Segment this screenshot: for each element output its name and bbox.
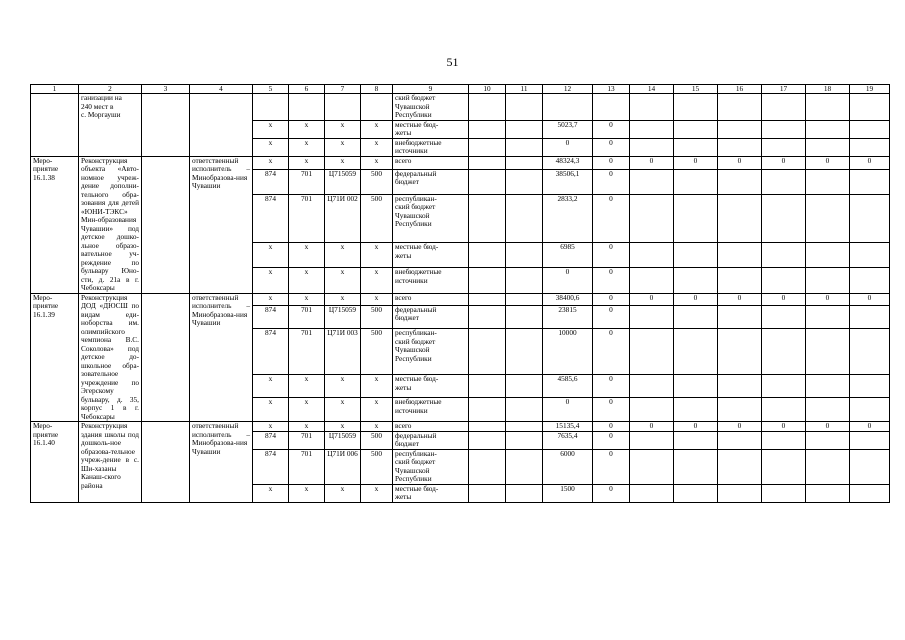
kbk-section: 701 xyxy=(289,431,325,449)
year-value-y18 xyxy=(806,169,850,194)
kbk-target-article: Ц715059 xyxy=(325,305,361,328)
funding-source: республикан- ский бюджет Чувашской Республики xyxy=(393,449,469,484)
year-value-y13: 0 xyxy=(593,156,630,169)
kbk-grbs: x xyxy=(253,120,289,138)
total-amount: 48324,3 xyxy=(543,156,593,169)
total-amount: 5023,7 xyxy=(543,120,593,138)
kbk-expense-group: 500 xyxy=(361,431,393,449)
year-value-y18 xyxy=(806,398,850,422)
table-row xyxy=(31,156,890,169)
year-value-y16 xyxy=(718,268,762,293)
year-value-y13: 0 xyxy=(593,243,630,268)
kbk-expense-group: x xyxy=(361,484,393,502)
empty-col-11 xyxy=(506,138,543,156)
table-row xyxy=(31,94,890,121)
year-value-y16 xyxy=(718,375,762,398)
year-value-y19 xyxy=(850,375,890,398)
empty-col-10 xyxy=(469,156,506,169)
empty-col-11 xyxy=(506,293,543,305)
empty-col-3 xyxy=(142,94,190,157)
funding-source: внебюджетные источники xyxy=(393,138,469,156)
executor xyxy=(190,94,253,157)
year-value-y17: 0 xyxy=(762,293,806,305)
total-amount: 7635,4 xyxy=(543,431,593,449)
total-amount: 38400,6 xyxy=(543,293,593,305)
column-header-6: 6 xyxy=(289,85,325,94)
empty-col-11 xyxy=(506,484,543,502)
year-value-y16: 0 xyxy=(718,293,762,305)
event-name: Реконструкция ДОД «ДЮСШ по видам еди-ноборства им. олимпийского чемпиона В.С. Соколова» под детское до-школьное обра-зовательное учреждение по Эгерскому бульвару, д. 35, корпус 1 в г. Чебоксары xyxy=(79,293,142,422)
kbk-grbs: x xyxy=(253,375,289,398)
kbk-expense-group: x xyxy=(361,138,393,156)
funding-source: федеральный бюджет xyxy=(393,169,469,194)
funding-source: местные бюд- жеты xyxy=(393,243,469,268)
empty-col-10 xyxy=(469,422,506,432)
kbk-section: x xyxy=(289,120,325,138)
year-value-y18 xyxy=(806,484,850,502)
year-value-y16 xyxy=(718,169,762,194)
kbk-grbs: 874 xyxy=(253,169,289,194)
column-header-17: 17 xyxy=(762,85,806,94)
year-value-y19 xyxy=(850,94,890,121)
year-value-y17: 0 xyxy=(762,156,806,169)
empty-col-3 xyxy=(142,156,190,293)
kbk-grbs: 874 xyxy=(253,194,289,243)
kbk-section: x xyxy=(289,398,325,422)
kbk-grbs: x xyxy=(253,243,289,268)
funding-source: всего xyxy=(393,422,469,432)
kbk-section: x xyxy=(289,375,325,398)
year-value-y14 xyxy=(630,138,674,156)
column-header-5: 5 xyxy=(253,85,289,94)
year-value-y13: 0 xyxy=(593,375,630,398)
kbk-target-article xyxy=(325,94,361,121)
event-label: Меро- приятие 16.1.39 xyxy=(31,293,79,422)
kbk-target-article: x xyxy=(325,484,361,502)
kbk-grbs: x xyxy=(253,138,289,156)
year-value-y19 xyxy=(850,169,890,194)
kbk-target-article: x xyxy=(325,293,361,305)
total-amount: 6985 xyxy=(543,243,593,268)
year-value-y13: 0 xyxy=(593,431,630,449)
year-value-y14 xyxy=(630,398,674,422)
kbk-grbs: 874 xyxy=(253,431,289,449)
year-value-y19 xyxy=(850,431,890,449)
kbk-expense-group: x xyxy=(361,293,393,305)
empty-col-11 xyxy=(506,169,543,194)
funding-source: всего xyxy=(393,293,469,305)
kbk-expense-group: 500 xyxy=(361,329,393,375)
kbk-grbs: x xyxy=(253,484,289,502)
year-value-y18 xyxy=(806,138,850,156)
column-header-3: 3 xyxy=(142,85,190,94)
year-value-y17 xyxy=(762,194,806,243)
kbk-section: x xyxy=(289,268,325,293)
funding-source: местные бюд- жеты xyxy=(393,120,469,138)
year-value-y17 xyxy=(762,375,806,398)
year-value-y14 xyxy=(630,169,674,194)
year-value-y16 xyxy=(718,94,762,121)
total-amount: 15135,4 xyxy=(543,422,593,432)
kbk-section: x xyxy=(289,293,325,305)
kbk-section: x xyxy=(289,243,325,268)
event-name: Реконструкция здания школы под дошколь-ное образова-тельное учреж-дение в с. Ши-хазаны Канаш-ского района xyxy=(79,422,142,503)
year-value-y15: 0 xyxy=(674,293,718,305)
total-amount: 0 xyxy=(543,268,593,293)
total-amount: 4585,6 xyxy=(543,375,593,398)
funding-source: федеральный бюджет xyxy=(393,431,469,449)
year-value-y18 xyxy=(806,94,850,121)
header-row xyxy=(31,85,890,94)
column-header-15: 15 xyxy=(674,85,718,94)
column-header-19: 19 xyxy=(850,85,890,94)
event-name: Реконструкция объекта «Авто-номное учреж-дение дополни-тельного обра-зования для детей «ЮНИ-ТЭКС» Мин-образования Чувашии» под детское дошко-льное образо-вательное уч-реждение по бульвару Юно-сти, д. 21а в г. Чебоксары xyxy=(79,156,142,293)
funding-source: республикан- ский бюджет Чувашской Республики xyxy=(393,329,469,375)
year-value-y16 xyxy=(718,398,762,422)
kbk-expense-group: x xyxy=(361,375,393,398)
kbk-expense-group xyxy=(361,94,393,121)
kbk-grbs: x xyxy=(253,398,289,422)
kbk-target-article: x xyxy=(325,138,361,156)
empty-col-10 xyxy=(469,243,506,268)
year-value-y15 xyxy=(674,484,718,502)
year-value-y13 xyxy=(593,94,630,121)
funding-source: местные бюд- жеты xyxy=(393,484,469,502)
empty-col-10 xyxy=(469,375,506,398)
year-value-y19 xyxy=(850,268,890,293)
kbk-target-article: x xyxy=(325,268,361,293)
kbk-target-article: x xyxy=(325,398,361,422)
empty-col-11 xyxy=(506,120,543,138)
empty-col-10 xyxy=(469,431,506,449)
column-header-18: 18 xyxy=(806,85,850,94)
year-value-y14 xyxy=(630,120,674,138)
year-value-y15 xyxy=(674,243,718,268)
year-value-y19 xyxy=(850,243,890,268)
year-value-y17 xyxy=(762,329,806,375)
column-header-9: 9 xyxy=(393,85,469,94)
year-value-y18 xyxy=(806,194,850,243)
year-value-y15 xyxy=(674,398,718,422)
total-amount: 10000 xyxy=(543,329,593,375)
kbk-grbs: x xyxy=(253,268,289,293)
kbk-target-article: x xyxy=(325,156,361,169)
kbk-expense-group: x xyxy=(361,268,393,293)
kbk-target-article: x xyxy=(325,375,361,398)
kbk-section xyxy=(289,94,325,121)
year-value-y15: 0 xyxy=(674,422,718,432)
kbk-target-article: Ц715059 xyxy=(325,169,361,194)
year-value-y16 xyxy=(718,329,762,375)
year-value-y15 xyxy=(674,120,718,138)
year-value-y13: 0 xyxy=(593,138,630,156)
event-label: Меро- приятие 16.1.38 xyxy=(31,156,79,293)
kbk-section: x xyxy=(289,156,325,169)
kbk-expense-group: x xyxy=(361,422,393,432)
total-amount: 23815 xyxy=(543,305,593,328)
year-value-y13: 0 xyxy=(593,422,630,432)
executor: ответственный исполнитель – Минобразова-ния Чувашии xyxy=(190,156,253,293)
year-value-y14 xyxy=(630,243,674,268)
year-value-y19 xyxy=(850,138,890,156)
year-value-y14: 0 xyxy=(630,156,674,169)
empty-col-11 xyxy=(506,329,543,375)
year-value-y19: 0 xyxy=(850,293,890,305)
year-value-y15 xyxy=(674,305,718,328)
column-header-14: 14 xyxy=(630,85,674,94)
empty-col-10 xyxy=(469,194,506,243)
event-label: Меро- приятие 16.1.40 xyxy=(31,422,79,503)
empty-col-11 xyxy=(506,305,543,328)
year-value-y17 xyxy=(762,305,806,328)
funding-source: республикан- ский бюджет Чувашской Республики xyxy=(393,194,469,243)
kbk-target-article: Ц71И 003 xyxy=(325,329,361,375)
year-value-y16 xyxy=(718,431,762,449)
kbk-section: 701 xyxy=(289,169,325,194)
year-value-y15: 0 xyxy=(674,156,718,169)
table-row xyxy=(31,293,890,305)
empty-col-11 xyxy=(506,243,543,268)
year-value-y16 xyxy=(718,449,762,484)
year-value-y18 xyxy=(806,375,850,398)
kbk-section: x xyxy=(289,138,325,156)
column-header-13: 13 xyxy=(593,85,630,94)
kbk-section: x xyxy=(289,422,325,432)
funding-source: всего xyxy=(393,156,469,169)
empty-col-11 xyxy=(506,398,543,422)
column-header-12: 12 xyxy=(543,85,593,94)
kbk-expense-group: x xyxy=(361,156,393,169)
empty-col-10 xyxy=(469,305,506,328)
empty-col-11 xyxy=(506,156,543,169)
year-value-y14 xyxy=(630,484,674,502)
event-name: ганизации на 240 мест в с. Моргауши xyxy=(79,94,142,157)
budget-table xyxy=(30,84,890,503)
year-value-y14 xyxy=(630,94,674,121)
year-value-y17 xyxy=(762,138,806,156)
year-value-y13: 0 xyxy=(593,169,630,194)
empty-col-10 xyxy=(469,449,506,484)
empty-col-10 xyxy=(469,398,506,422)
year-value-y18: 0 xyxy=(806,156,850,169)
empty-col-10 xyxy=(469,138,506,156)
year-value-y13: 0 xyxy=(593,120,630,138)
year-value-y19 xyxy=(850,120,890,138)
year-value-y17 xyxy=(762,120,806,138)
year-value-y13: 0 xyxy=(593,194,630,243)
funding-source: внебюджетные источники xyxy=(393,268,469,293)
empty-col-10 xyxy=(469,293,506,305)
kbk-section: 701 xyxy=(289,194,325,243)
kbk-grbs xyxy=(253,94,289,121)
column-header-10: 10 xyxy=(469,85,506,94)
year-value-y19: 0 xyxy=(850,422,890,432)
empty-col-10 xyxy=(469,120,506,138)
year-value-y18 xyxy=(806,449,850,484)
event-label xyxy=(31,94,79,157)
column-header-11: 11 xyxy=(506,85,543,94)
year-value-y14 xyxy=(630,268,674,293)
executor: ответственный исполнитель – Минобразова-ния Чувашии xyxy=(190,422,253,503)
table-row xyxy=(31,422,890,432)
year-value-y19 xyxy=(850,484,890,502)
kbk-expense-group: 500 xyxy=(361,194,393,243)
year-value-y15 xyxy=(674,329,718,375)
empty-col-10 xyxy=(469,329,506,375)
column-header-16: 16 xyxy=(718,85,762,94)
total-amount: 38506,1 xyxy=(543,169,593,194)
total-amount: 1500 xyxy=(543,484,593,502)
kbk-section: 701 xyxy=(289,449,325,484)
year-value-y14: 0 xyxy=(630,422,674,432)
year-value-y14 xyxy=(630,194,674,243)
kbk-expense-group: x xyxy=(361,120,393,138)
total-amount: 0 xyxy=(543,398,593,422)
kbk-expense-group: x xyxy=(361,398,393,422)
year-value-y15 xyxy=(674,94,718,121)
executor: ответственный исполнитель – Минобразова-ния Чувашии xyxy=(190,293,253,422)
column-header-7: 7 xyxy=(325,85,361,94)
empty-col-3 xyxy=(142,293,190,422)
year-value-y17 xyxy=(762,484,806,502)
year-value-y17: 0 xyxy=(762,422,806,432)
kbk-target-article: Ц715059 xyxy=(325,431,361,449)
year-value-y14 xyxy=(630,305,674,328)
year-value-y18: 0 xyxy=(806,293,850,305)
year-value-y17 xyxy=(762,431,806,449)
year-value-y13: 0 xyxy=(593,293,630,305)
year-value-y15 xyxy=(674,431,718,449)
year-value-y19 xyxy=(850,398,890,422)
year-value-y18 xyxy=(806,243,850,268)
year-value-y16: 0 xyxy=(718,422,762,432)
empty-col-11 xyxy=(506,194,543,243)
year-value-y15 xyxy=(674,375,718,398)
kbk-section: x xyxy=(289,484,325,502)
funding-source: местные бюд- жеты xyxy=(393,375,469,398)
year-value-y19 xyxy=(850,329,890,375)
year-value-y17 xyxy=(762,94,806,121)
year-value-y18 xyxy=(806,431,850,449)
year-value-y19 xyxy=(850,194,890,243)
year-value-y17 xyxy=(762,398,806,422)
empty-col-11 xyxy=(506,449,543,484)
year-value-y13: 0 xyxy=(593,305,630,328)
year-value-y16 xyxy=(718,138,762,156)
kbk-grbs: x xyxy=(253,156,289,169)
year-value-y16: 0 xyxy=(718,156,762,169)
year-value-y16 xyxy=(718,305,762,328)
kbk-target-article: x xyxy=(325,243,361,268)
kbk-expense-group: 500 xyxy=(361,449,393,484)
year-value-y14 xyxy=(630,329,674,375)
year-value-y18 xyxy=(806,120,850,138)
total-amount: 6000 xyxy=(543,449,593,484)
kbk-grbs: x xyxy=(253,422,289,432)
funding-source: федеральный бюджет xyxy=(393,305,469,328)
year-value-y15 xyxy=(674,268,718,293)
kbk-grbs: 874 xyxy=(253,449,289,484)
column-header-1: 1 xyxy=(31,85,79,94)
kbk-grbs: x xyxy=(253,293,289,305)
year-value-y15 xyxy=(674,169,718,194)
year-value-y18 xyxy=(806,268,850,293)
year-value-y16 xyxy=(718,484,762,502)
empty-col-10 xyxy=(469,268,506,293)
year-value-y14 xyxy=(630,375,674,398)
page-number: 51 xyxy=(446,55,459,69)
year-value-y19 xyxy=(850,449,890,484)
total-amount: 0 xyxy=(543,138,593,156)
empty-col-11 xyxy=(506,94,543,121)
kbk-target-article: Ц71И 006 xyxy=(325,449,361,484)
kbk-expense-group: x xyxy=(361,243,393,268)
year-value-y14 xyxy=(630,431,674,449)
empty-col-11 xyxy=(506,431,543,449)
year-value-y13: 0 xyxy=(593,398,630,422)
kbk-grbs: 874 xyxy=(253,329,289,375)
year-value-y13: 0 xyxy=(593,268,630,293)
year-value-y18: 0 xyxy=(806,422,850,432)
funding-source: внебюджетные источники xyxy=(393,398,469,422)
empty-col-10 xyxy=(469,169,506,194)
year-value-y18 xyxy=(806,329,850,375)
total-amount xyxy=(543,94,593,121)
kbk-target-article: Ц71И 002 xyxy=(325,194,361,243)
column-header-2: 2 xyxy=(79,85,142,94)
total-amount: 2833,2 xyxy=(543,194,593,243)
kbk-target-article: x xyxy=(325,422,361,432)
column-header-4: 4 xyxy=(190,85,253,94)
kbk-grbs: 874 xyxy=(253,305,289,328)
year-value-y17 xyxy=(762,449,806,484)
year-value-y16 xyxy=(718,194,762,243)
empty-col-11 xyxy=(506,268,543,293)
year-value-y17 xyxy=(762,169,806,194)
year-value-y15 xyxy=(674,194,718,243)
year-value-y17 xyxy=(762,243,806,268)
year-value-y15 xyxy=(674,449,718,484)
year-value-y16 xyxy=(718,243,762,268)
empty-col-11 xyxy=(506,375,543,398)
year-value-y15 xyxy=(674,138,718,156)
kbk-section: 701 xyxy=(289,305,325,328)
year-value-y13: 0 xyxy=(593,329,630,375)
year-value-y13: 0 xyxy=(593,449,630,484)
kbk-expense-group: 500 xyxy=(361,305,393,328)
year-value-y14 xyxy=(630,449,674,484)
kbk-target-article: x xyxy=(325,120,361,138)
year-value-y19 xyxy=(850,305,890,328)
year-value-y13: 0 xyxy=(593,484,630,502)
empty-col-3 xyxy=(142,422,190,503)
year-value-y17 xyxy=(762,268,806,293)
empty-col-10 xyxy=(469,94,506,121)
empty-col-11 xyxy=(506,422,543,432)
year-value-y16 xyxy=(718,120,762,138)
kbk-section: 701 xyxy=(289,329,325,375)
funding-source: ский бюджет Чувашской Республики xyxy=(393,94,469,121)
empty-col-10 xyxy=(469,484,506,502)
column-header-8: 8 xyxy=(361,85,393,94)
kbk-expense-group: 500 xyxy=(361,169,393,194)
year-value-y14: 0 xyxy=(630,293,674,305)
year-value-y19: 0 xyxy=(850,156,890,169)
year-value-y18 xyxy=(806,305,850,328)
